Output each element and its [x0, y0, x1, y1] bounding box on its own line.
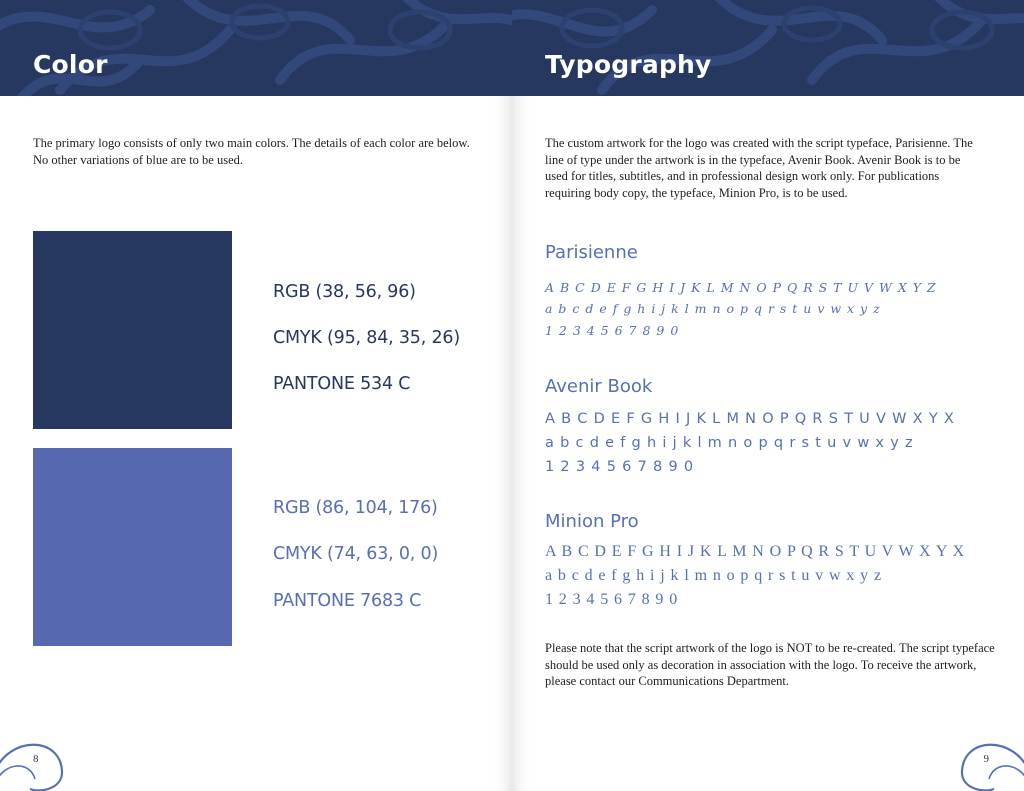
swirl-pattern-icon — [512, 0, 1024, 96]
typeface-name-avenir: Avenir Book — [545, 376, 653, 397]
page-number: 9 — [983, 753, 989, 765]
color-swatch-secondary — [33, 448, 232, 646]
typography-intro-text: The custom artwork for the logo was created with the script typeface, Parisienne. The line of type under the artwork is in the typeface, Avenir Book. Avenir Book is to be used for titles, subtitles, and in professional design work only. For publications requiring body copy, the typeface, Minion Pro, is to be used. — [545, 136, 973, 200]
avenir-numerals: 1 2 3 4 5 6 7 8 9 0 — [545, 459, 694, 475]
primary-cmyk: CMYK (95, 84, 35, 26) — [273, 328, 460, 348]
parisienne-uppercase: A B C D E F G H I J K L M N O P Q R S T U V W X Y Z — [545, 280, 937, 295]
primary-pantone: PANTONE 534 C — [273, 374, 411, 394]
color-banner — [0, 0, 512, 96]
parisienne-lowercase: a b c d e f g h i j k l m n o p q r s t u v w x y z — [545, 301, 881, 316]
artwork-note-text: Please note that the script artwork of the logo is NOT to be re-created. The script typeface should be used only as decoration in association with the logo. To receive the artwork, please contact our Communications Department. — [545, 641, 995, 689]
minion-uppercase: A B C D E F G H I J K L M N O P Q R S T U V W X Y X — [545, 543, 966, 560]
typography-banner — [512, 0, 1024, 96]
right-page — [512, 0, 1024, 791]
page-number: 8 — [33, 753, 39, 765]
secondary-cmyk: CMYK (74, 63, 0, 0) — [273, 544, 439, 564]
color-swatch-primary — [33, 231, 232, 429]
primary-rgb: RGB (38, 56, 96) — [273, 282, 416, 302]
secondary-rgb: RGB (86, 104, 176) — [273, 498, 438, 518]
secondary-pantone: PANTONE 7683 C — [273, 591, 422, 611]
avenir-uppercase: A B C D E F G H I J K L M N O P Q R S T U V W X Y X — [545, 411, 955, 427]
page-folio-left — [0, 731, 70, 791]
page-folio-right — [954, 731, 1024, 791]
minion-lowercase: a b c d e f g h i j k l m n o p q r s t u v w x y z — [545, 567, 882, 584]
swirl-pattern-icon — [0, 0, 512, 96]
page-title: Color — [33, 50, 108, 79]
typeface-name-minion: Minion Pro — [545, 511, 639, 532]
corner-swirl-icon — [954, 731, 1024, 791]
avenir-lowercase: a b c d e f g h i j k l m n o p q r s t u v w x y z — [545, 435, 914, 451]
page-title: Typography — [545, 50, 712, 79]
parisienne-numerals: 1 2 3 4 5 6 7 8 9 0 — [545, 323, 680, 338]
typeface-name-parisienne: Parisienne — [545, 242, 638, 263]
minion-numerals: 1 2 3 4 5 6 7 8 9 0 — [545, 591, 679, 608]
color-intro-text: The primary logo consists of only two main colors. The details of each color are below. No other variations of blue are to be used. — [33, 136, 470, 167]
